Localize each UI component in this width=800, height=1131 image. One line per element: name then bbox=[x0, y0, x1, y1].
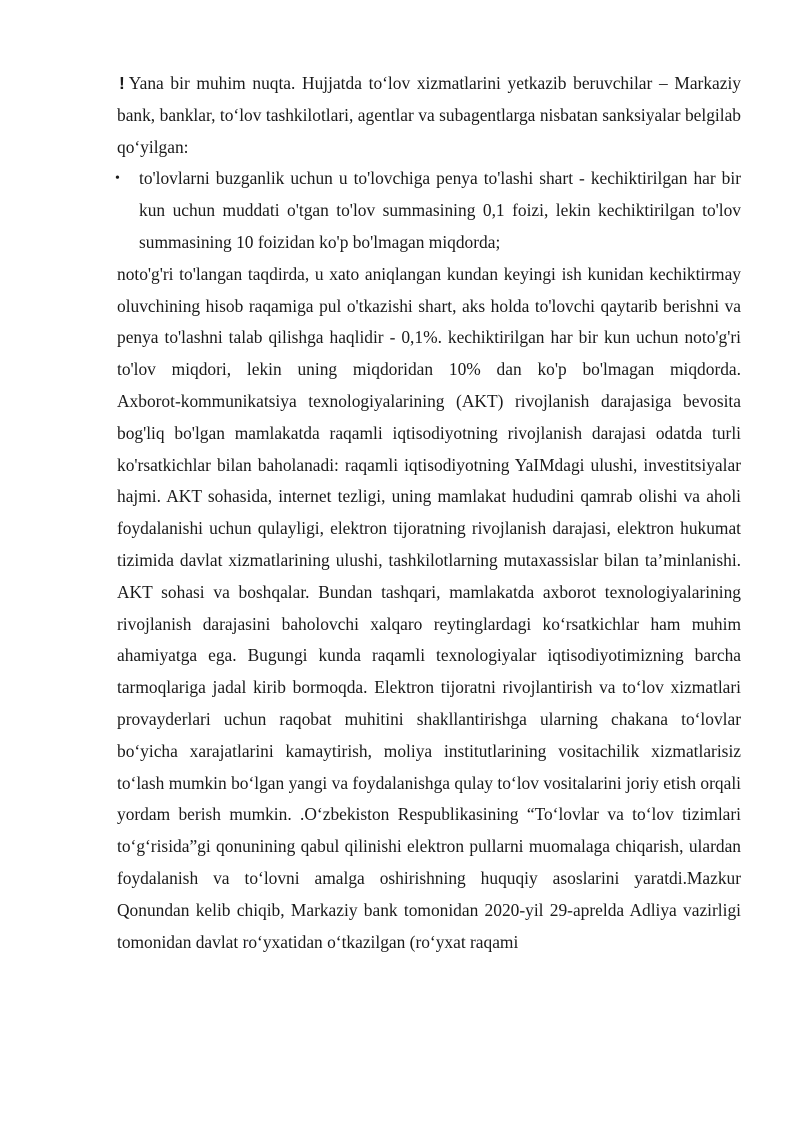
bullet-text: to'lovlarni buzganlik uchun u to'lovchiga penya to'lashi shart - kechiktirilgan har bir kun uchun muddati o'tgan to'lov summasining 0,1 foizi, lekin kechiktirilgan to'lov summasining 10 foizidan ko'p bo'lmagan miqdorda; bbox=[139, 168, 741, 252]
exclamation-mark: ! bbox=[119, 73, 125, 93]
intro-paragraph bbox=[117, 68, 741, 163]
bullet-item bbox=[117, 163, 741, 258]
paragraph-ict: Axborot-kommunikatsiya texnologiyalarining (AKT) rivojlanish darajasiga bevosita bog'liq bo'lgan mamlakatda raqamli iqtisodiyotning rivojlanish darajasi odatda turli ko'rsatkichlar bilan baholanadi: raqamli iqtisodiyotning YaIMdagi ulushi, investitsiyalar hajmi. AKT sohasida, internet tezligi, uning mamlakat hududini qamrab olishi va aholi foydalanishi uchun qulayligi, elektron tijoratning rivojlanish darajasi, elektron hukumat tizimida davlat xizmatlarining ulushi, tashkilotlarning mutaxassislar bilan ta’minlanishi. AKT sohasi va boshqalar. Bundan tashqari, mamlakatda axborot texnologiyalarining rivojlanish darajasini baholovchi xalqaro reytinglardagi ko‘rsatkichlar ham muhim ahamiyatga ega. Bugungi kunda raqamli texnologiyalar iqtisodiyotimizning barcha tarmoqlariga jadal kirib bormoqda. Elektron tijoratni rivojlantirish va to‘lov xizmatlari provayderlari uchun raqobat muhitini shakllantirishga ularning chakana to‘lovlar bo‘yicha xarajatlarini kamaytirish, moliya institutlarining vositachilik xizmatlarisiz to‘lash mumkin bo‘lgan yangi va foydalanishga qulay to‘lov vositalarini joriy etish orqali yordam berish mumkin. .O‘zbekiston Respublikasining “To‘lovlar va to‘lov tizimlari to‘g‘risida”gi qonunining qabul qilinishi elektron pullarni muomalaga chiqarish, ulardan foydalanish va to‘lovni amalga oshirishning huquqiy asoslarini yaratdi.Mazkur Qonundan kelib chiqib, Markaziy bank tomonidan 2020-yil 29-aprelda Adliya vazirligi tomonidan davlat ro‘yxatidan o‘tkazilgan (ro‘yxat raqami bbox=[117, 390, 741, 952]
document-page bbox=[117, 68, 741, 958]
paragraph-incorrect-payment: noto'g'ri to'langan taqdirda, u xato aniqlangan kundan keyingi ish kunidan kechiktirmay oluvchining hisob raqamiga pul o'tkazishi shart, aks holda to'lovchi qaytarib berishni va penya to'lashni talab qilishga haqlidir - 0,1%. kechiktirilgan har bir kun uchun noto'g'ri to'lov miqdori, lekin uning miqdoridan 10% dan ko'p bo'lmagan miqdorda. bbox=[117, 263, 741, 380]
bullet-icon: • bbox=[115, 171, 120, 187]
intro-text: Yana bir muhim nuqta. Hujjatda to‘lov xizmatlarini yetkazib beruvchilar – Markaziy bank, banklar, to‘lov tashkilotlari, agentlar va subagentlarga nisbatan sanksiyalar belgilab qo‘yilgan: bbox=[117, 73, 741, 157]
